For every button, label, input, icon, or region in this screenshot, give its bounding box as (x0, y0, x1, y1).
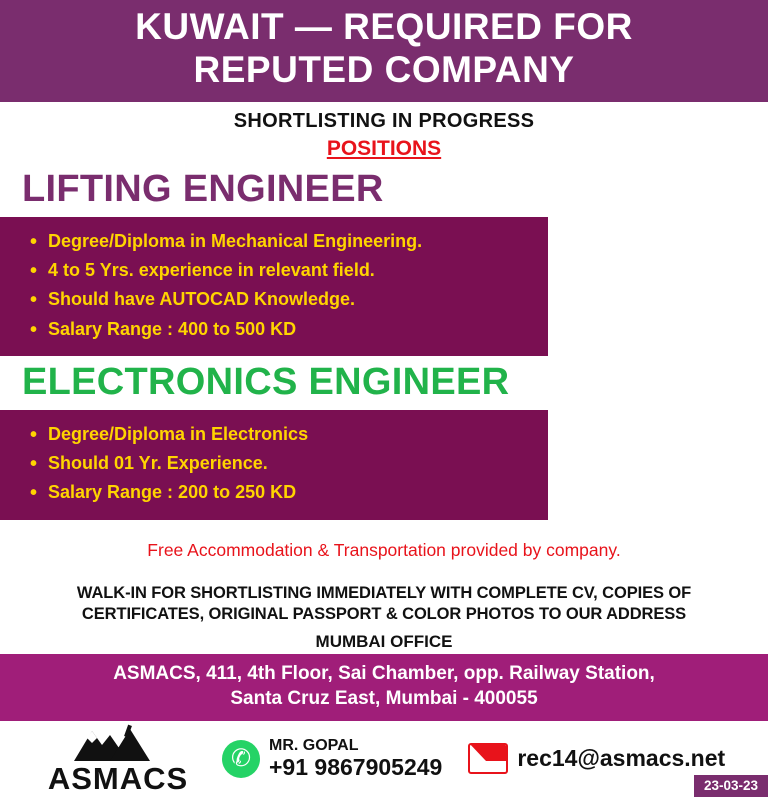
poster-footer (0, 721, 768, 797)
walkin-instructions (0, 575, 768, 630)
date-badge: 23-03-23 (694, 775, 768, 797)
job-requirements-box (0, 410, 548, 520)
poster-header (0, 0, 768, 102)
address-line-2: Santa Cruz East, Mumbai - 400055 (230, 688, 538, 710)
walkin-line-2: CERTIFICATES, ORIGINAL PASSPORT & COLOR PHOTOS TO OUR ADDRESS (81, 605, 687, 624)
job-block-electronics-engineer (0, 360, 768, 524)
list-item: • Degree/Diploma in Mechanical Engineering. (48, 227, 548, 256)
header-line-2: REPUTED COMPANY (193, 48, 575, 90)
list-item: • Degree/Diploma in Electronics (48, 420, 548, 449)
whatsapp-contact[interactable] (222, 737, 442, 781)
free-accommodation-note: Free Accommodation & Transportation provided by company. (147, 539, 621, 560)
contact-person-name: MR. GOPAL (269, 737, 359, 755)
contact-group (222, 737, 760, 781)
address-line-1: ASMACS, 411, 4th Floor, Sai Chamber, opp. Railway Station, (113, 662, 655, 684)
walkin-line-1: WALK-IN FOR SHORTLISTING IMMEDIATELY WITH COMPLETE CV, COPIES OF (76, 583, 692, 602)
list-item: • Should 01 Yr. Experience. (48, 449, 548, 478)
header-line-1: KUWAIT — REQUIRED FOR (135, 6, 633, 47)
job-block-lifting-engineer (0, 167, 768, 360)
shortlisting-subheading: SHORTLISTING IN PROGRESS (233, 109, 535, 132)
whatsapp-icon[interactable]: ✆ (222, 740, 260, 778)
job-title: ELECTRONICS ENGINEER (22, 360, 510, 403)
contact-phone[interactable]: +91 9867905249 (269, 753, 443, 780)
list-item: • Salary Range : 400 to 500 KD (48, 315, 548, 344)
email-contact[interactable] (468, 743, 725, 774)
logo-text: ASMACS (47, 760, 189, 796)
job-requirements-box (0, 217, 548, 356)
contact-email[interactable]: rec14@asmacs.net (517, 745, 726, 772)
mail-icon (468, 743, 508, 774)
list-item: • Should have AUTOCAD Knowledge. (48, 285, 548, 314)
office-label: MUMBAI OFFICE (315, 631, 453, 651)
positions-label: POSITIONS (326, 136, 442, 160)
company-logo (14, 721, 222, 797)
list-item: • Salary Range : 200 to 250 KD (48, 478, 548, 507)
list-item: • 4 to 5 Yrs. experience in relevant field. (48, 256, 548, 285)
job-title: LIFTING ENGINEER (22, 167, 384, 210)
mountain-logo-icon (70, 721, 166, 763)
office-address (0, 654, 768, 721)
